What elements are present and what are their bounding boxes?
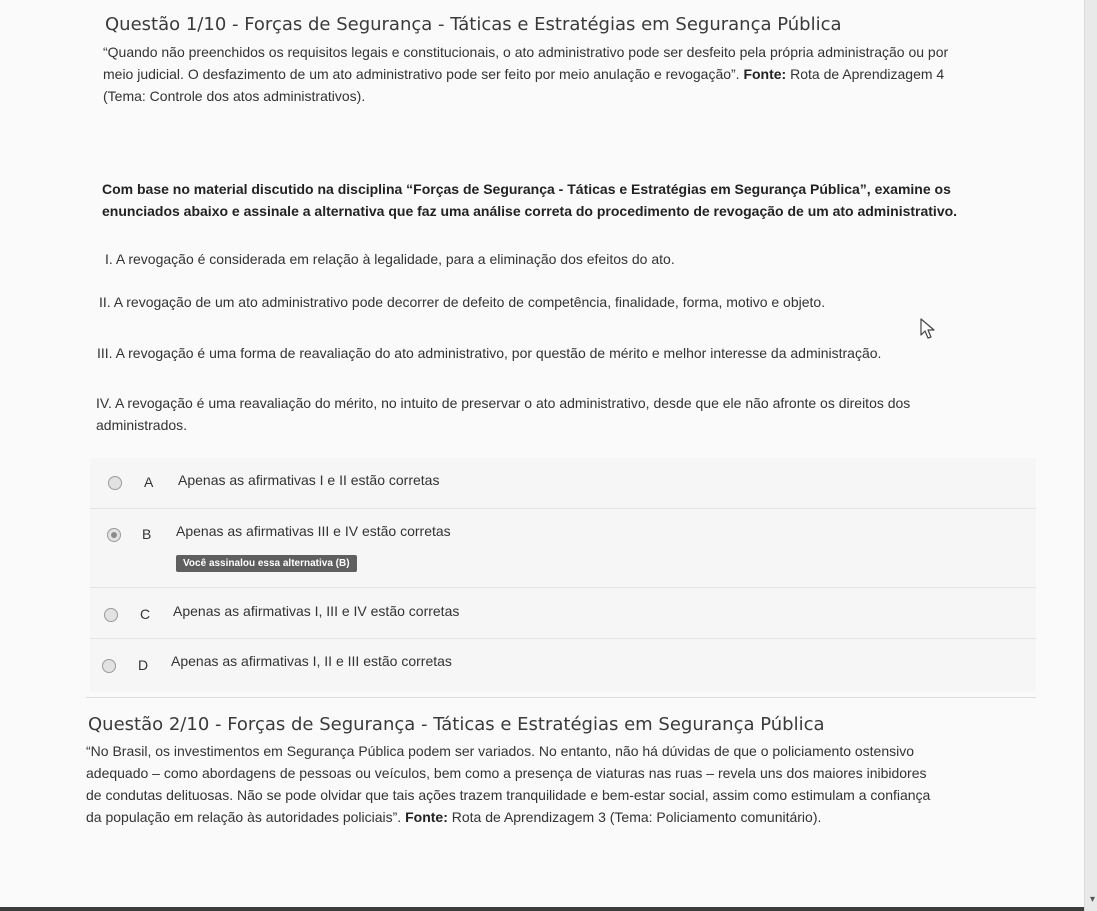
option-d[interactable] [90,639,1036,691]
option-a[interactable] [90,458,1036,509]
option-c[interactable] [90,588,1036,639]
question-1-title: Questão 1/10 - Forças de Segurança - Táticas e Estratégias em Segurança Pública [105,14,842,35]
screen-bottom-edge [0,907,1085,911]
quote-line [103,63,1053,85]
selected-answer-badge: Você assinalou essa alternativa (B) [176,555,357,572]
statement-line: IV. A revogação é uma reavaliação do mérito, no intuito de preservar o ato administrativo, desde que ele não afronte os direitos dos [96,395,911,411]
mouse-pointer-icon [920,318,936,345]
instruction-line: enunciados abaixo e assinale a alternativa que faz uma análise correta do procedimento de revogação de um ato administrativo. [102,203,958,219]
radio-option-d[interactable] [102,659,116,673]
option-text: Apenas as afirmativas I, II e III estão corretas [171,653,452,669]
source-label: Fonte: [405,809,448,825]
question-2-title: Questão 2/10 - Forças de Segurança - Táticas e Estratégias em Segurança Pública [88,714,825,735]
radio-option-b[interactable] [107,528,121,542]
quote-text: Rota de Aprendizagem 4 [786,66,945,82]
option-b[interactable] [90,509,1036,588]
option-letter: D [138,657,149,673]
option-letter: C [140,606,151,622]
question-divider [86,697,1036,698]
quote-line: adequado – como abordagens de pessoas ou veículos, bem como a presença de viaturas nas ruas – revela uns dos maiores inibidores [86,765,927,781]
quote-line: “Quando não preenchidos os requisitos legais e constitucionais, o ato administrativo pode ser desfeito pela própria administração ou por [103,44,949,60]
statement-i: I. A revogação é considerada em relação à legalidade, para a eliminação dos efeitos do ato. [105,251,675,267]
question-2-quote [86,740,1046,828]
option-text: Apenas as afirmativas I, III e IV estão corretas [173,603,460,619]
answer-options [90,458,1036,692]
quote-line: de condutas delituosas. Não se pode olvidar que tais ações trazem tranquilidade e bem-estar social, assim como estimulam a confiança [86,787,931,803]
chevron-down-icon[interactable]: ▾ [1089,894,1095,905]
statement-line: administrados. [96,417,188,433]
quote-line: (Tema: Controle dos atos administrativos). [103,88,366,104]
radio-option-a[interactable] [108,476,122,490]
statement-iii: III. A revogação é uma forma de reavaliação do ato administrativo, por questão de mérito e melhor interesse da administração. [97,345,882,361]
option-text: Apenas as afirmativas I e II estão corretas [178,472,440,488]
quote-text: Rota de Aprendizagem 3 (Tema: Policiamento comunitário). [447,809,822,825]
quote-text: meio judicial. O desfazimento de um ato administrativo pode ser feito por meio anulação e revogação”. [103,66,744,82]
statement-ii: II. A revogação de um ato administrativo pode decorrer de defeito de competência, finalidade, forma, motivo e objeto. [99,294,826,310]
radio-option-c[interactable] [104,608,118,622]
source-label: Fonte: [743,66,787,82]
instruction-line: Com base no material discutido na disciplina “Forças de Segurança - Táticas e Estratégias em Segurança Pública”, examine os [102,181,951,197]
option-letter: B [142,526,152,542]
quote-line: “No Brasil, os investimentos em Segurança Pública podem ser variados. No entanto, não há dúvidas de que o policiamento ostensivo [86,743,915,759]
vertical-scrollbar[interactable] [1084,0,1097,911]
question-1-instruction [102,178,1052,222]
option-letter: A [144,474,154,490]
option-text: Apenas as afirmativas III e IV estão corretas [176,523,451,539]
quote-text: da população em relação às autoridades policiais”. [86,809,406,825]
quote-line [86,806,1046,828]
question-1-quote [103,41,1053,107]
statement-iv [96,392,1036,436]
